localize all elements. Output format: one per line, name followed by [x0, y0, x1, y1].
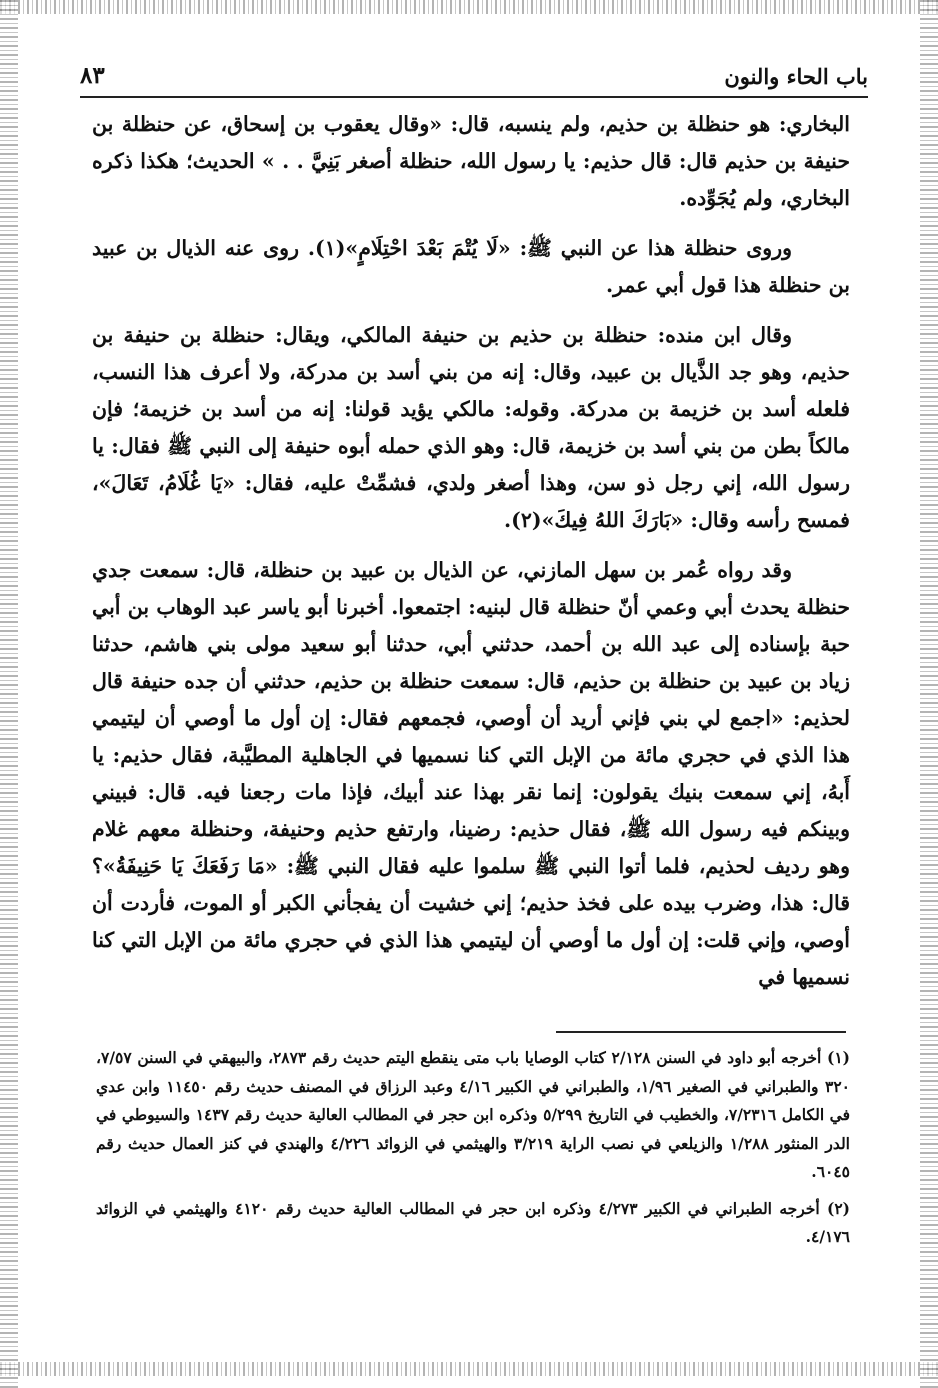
chapter-title: باب الحاء والنون	[724, 64, 868, 89]
page-header	[80, 56, 868, 96]
footnote-divider	[556, 1031, 846, 1033]
paragraph: البخاري: هو حنظلة بن حذيم، ولم ينسبه، قال: «وقال يعقوب بن إسحاق، عن حنظلة بن حنيفة بن حذيم قال: قال حذيم: يا رسول الله، حنظلة أصغر بَنِيَّ . . » الحديث؛ هكذا ذكره البخاري، ولم يُجَوِّده.	[92, 112, 850, 210]
paragraph: وروى حنظلة هذا عن النبي ﷺ: «لَا يُتْمَ بَعْدَ احْتِلَامٍ»(١). روى عنه الذيال بن عبيد بن حنظلة هذا قول أبي عمر.	[92, 236, 850, 297]
paragraph: وقد رواه عُمر بن سهل المازني، عن الذيال بن عبيد بن حنظلة، قال: سمعت جدي حنظلة يحدث أبي وعمي أنّ حنظلة قال لبنيه: اجتمعوا. أخبرنا أبو ياسر عبد الوهاب بن أبي حبة بإسناده إلى عبد الله بن أحمد، حدثني أبي، حدثنا أبو سعيد مولى بني هاشم، حدثنا زياد بن عبيد بن حنظلة بن حذيم، قال: سمعت حنظلة بن حذيم، حدثني أن جده حنيفة قال لحذيم: «اجمع لي بني فإني أريد أن أوصي، فجمعهم فقال: إن أول ما أوصي أن ليتيمي هذا الذي في حجري مائة من الإبل التي كنا نسميها في الجاهلية المطيَّبة، فقال حذيم: يا أَبهُ، إني سمعت بنيك يقولون: إنما نقر بهذا عند أبيك، فإذا مات رجعنا فيه. قال: فبيني وبينكم فيه رسول الله ﷺ، فقال حذيم: رضينا، وارتفع حذيم وحنيفة، وحنظلة معهم غلام وهو رديف لحذيم، فلما أتوا النبي ﷺ سلموا عليه فقال النبي ﷺ: «مَا رَفَعَكَ يَا حَنِيفَةُ»؟ قال: هذا، وضرب بيده على فخذ حذيم؛ إني خشيت أن يفجأني الكبر أو الموت، فأردت أن أوصي، وإني قلت: إن أول ما أوصي أن ليتيمي هذا الذي في حجري مائة من الإبل التي كنا نسميها في	[92, 558, 850, 989]
footnote: (١) أخرجه أبو داود في السنن ٢/١٢٨ كتاب الوصايا باب متى ينقطع اليتم حديث رقم ٢٨٧٣، والبيهقي في السنن ٧/٥٧، ٣٢٠ والطبراني في الصغير ١/٩٦، والطبراني في الكبير ٤/١٦ وعبد الرزاق في المصنف حديث رقم ١١٤٥٠ وابن عدي في الكامل ٧/٢٣١٦، والخطيب في التاريخ ٥/٢٩٩ وذكره ابن حجر في المطالب العالية حديث رقم ١٤٣٧ والسيوطي في الدر المنثور ١/٢٨٨ والزيلعي في نصب الراية ٣/٢١٩ والهيثمي في الزوائد ٤/٢٢٦ والهندي في كنز العمال حديث رقم ٦٠٤٥.	[96, 1048, 850, 1181]
decorative-border-left	[0, 0, 18, 1388]
page-number: ٨٣	[80, 62, 105, 89]
header-divider	[80, 96, 868, 98]
decorative-border-top	[0, 0, 938, 14]
decorative-border-right	[920, 0, 938, 1388]
footnote: (٢) أخرجه الطبراني في الكبير ٤/٢٧٣ وذكره ابن حجر في المطالب العالية حديث رقم ٤١٢٠ والهيثمي في الزوائد ٤/١٧٦.	[96, 1198, 851, 1246]
main-text	[92, 106, 850, 1009]
decorative-border-bottom	[0, 1362, 938, 1376]
footnotes	[96, 1044, 850, 1260]
paragraph: وقال ابن منده: حنظلة بن حذيم بن حنيفة المالكي، ويقال: حنظلة بن حنيفة بن حذيم، وهو جد الذَّيال بن عبيد، وقال: إنه من بني أسد بن مدركة، ولا أعرف هذا النسب، فلعله أسد بن خزيمة بن مدركة. وقوله: مالكي يؤيد قولنا: إنه من أسد بن خزيمة؛ فإن مالكاً بطن من بني أسد بن خزيمة، قال: وهو الذي حمله أبوه حنيفة إلى النبي ﷺ فقال: يا رسول الله، إني رجل ذو سن، وهذا أصغر ولدي، فشمِّتْ عليه، فقال: «يَا غُلَامُ، تَعَالَ»، فمسح رأسه وقال: «بَارَكَ اللهُ فِيكَ»(٢).	[92, 323, 851, 532]
